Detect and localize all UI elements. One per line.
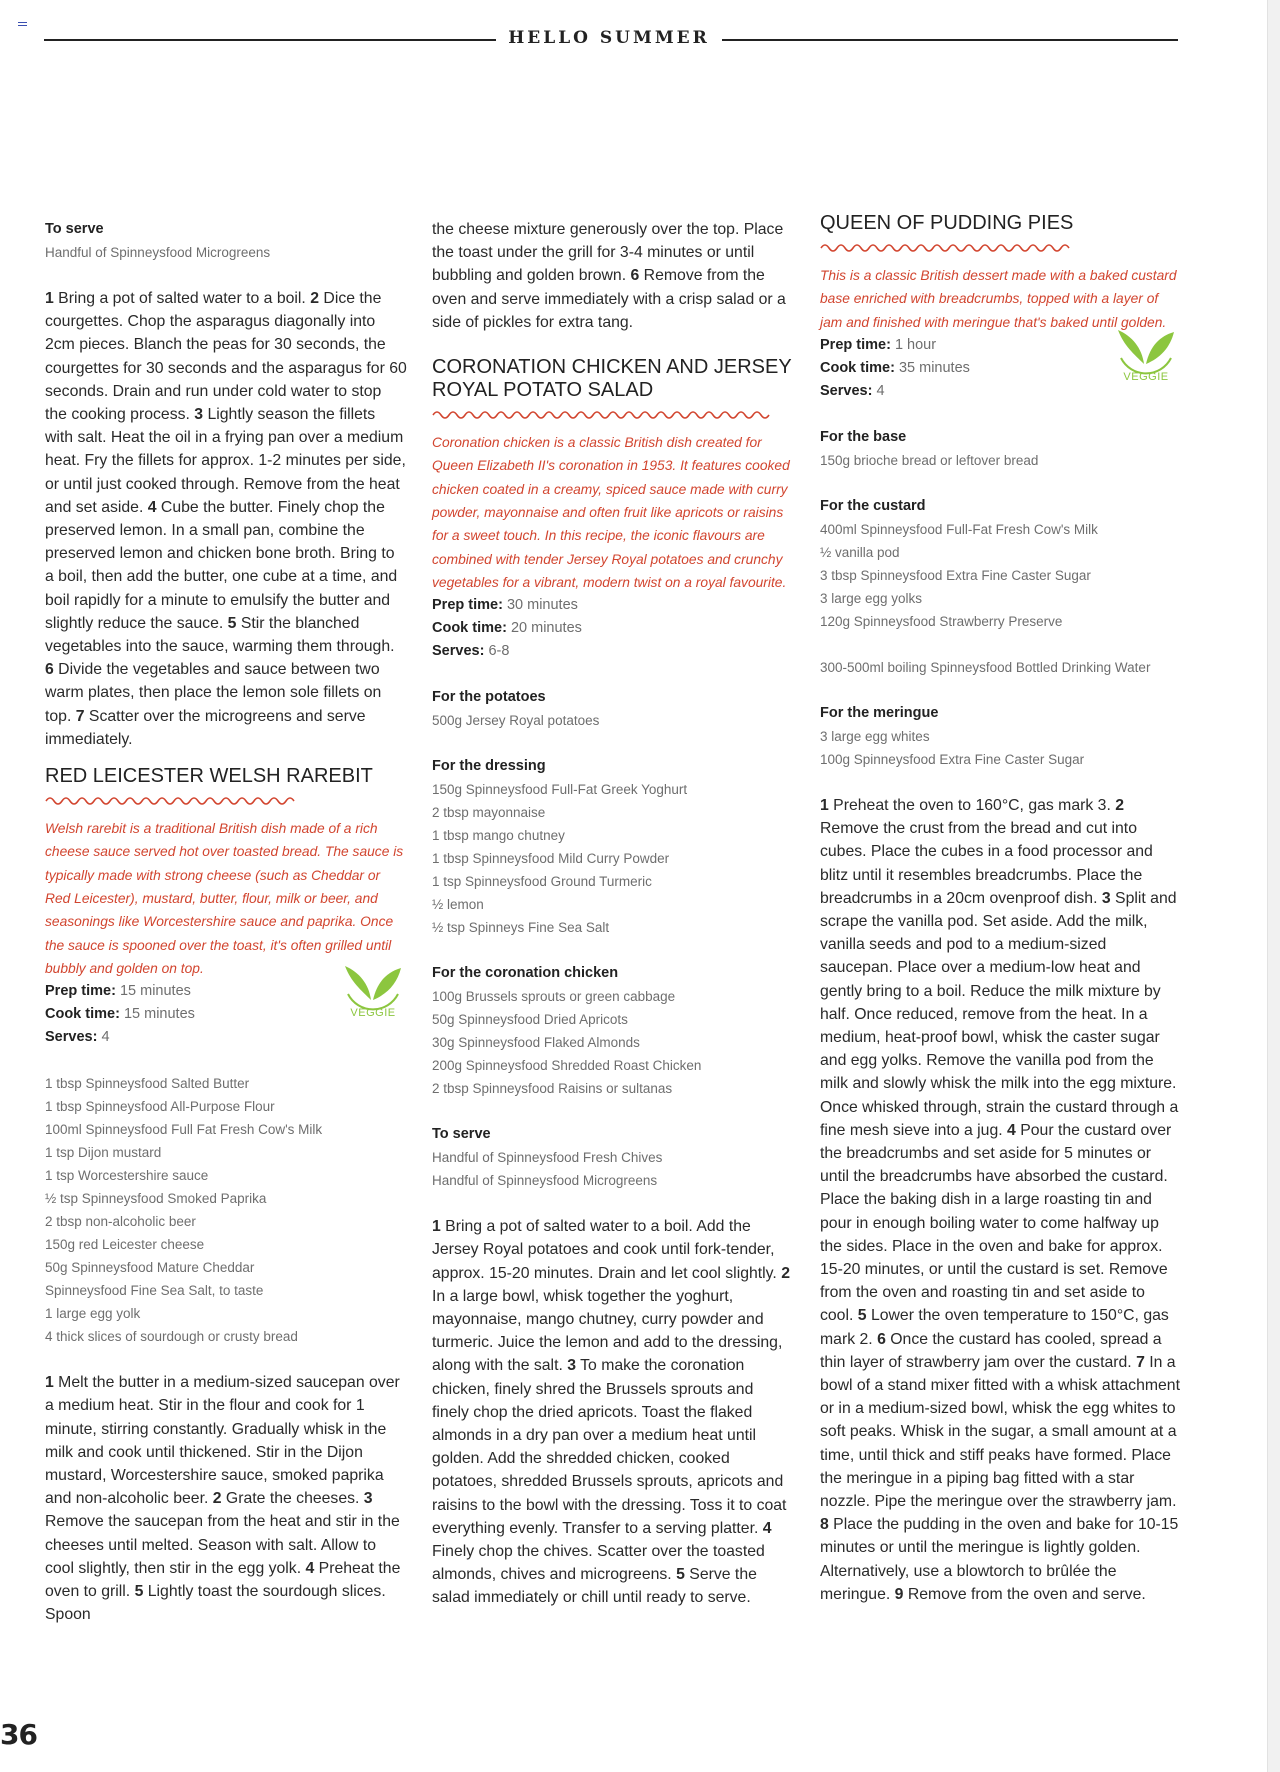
step-text: Remove from the oven and serve immediately with a crisp salad or a side of pickles for extra tang. [432, 267, 786, 331]
cook-time-value: 20 minutes [510, 620, 582, 637]
serves-label: Serves: [432, 643, 485, 660]
step-text: Cube the butter. Finely chop the preserved lemon. In a small pan, combine the preserved lemon and chicken bone broth. Bring to a boil, then add the butter, one cube at a time, and boil rapidly for a minute to emulsify the butter and slightly reduce the sauce. [45, 498, 398, 632]
step-text: Once the custard has cooled, spread a thin layer of strawberry jam over the custard. [820, 1330, 1162, 1371]
prep-time-label: Prep time: [45, 983, 116, 1000]
custard-label: For the custard [820, 497, 926, 514]
list-item: 1 tsp Spinneysfood Ground Turmeric [432, 874, 652, 890]
step-number: 5 [857, 1307, 867, 1325]
list-item: Handful of Spinneysfood Microgreens [45, 245, 271, 260]
recipe-meta [432, 594, 794, 663]
step-text: Finely chop the chives. Scatter over the toasted almonds, chives and microgreens. [432, 1542, 765, 1584]
step-number: 7 [75, 707, 85, 725]
potatoes-label: For the potatoes [432, 689, 546, 706]
veggie-badge-icon [1114, 324, 1178, 400]
step-text: Split and scrape the vanilla pod. Set aside. Add the milk, vanilla seeds and pod to a medium-sized saucepan. Place over a medium-low heat and gently bring to a boil. Reduce the milk mixture by half. Once reduced, remove from the heat. In a medium, heat-proof bowl, whisk the caster sugar and egg yolks. Remove the vanilla pod from the milk and slowly whisk the milk into the egg mixture. Once whisked through, strain the custard through a fine mesh sieve into a jug. [820, 889, 1179, 1139]
step-text: Dice the courgettes. Chop the asparagus diagonally into 2cm pieces. Blanch the peas for 30 seconds, the courgettes for 30 seconds and the asparagus for 60 seconds. Drain and run under cold water to stop the cooking process. [45, 290, 407, 424]
list-item: Spinneysfood Fine Sea Salt, to taste [45, 1283, 264, 1299]
recipe-intro: This is a classic British dessert made with a baked custard base enriched with breadcrumbs, topped with a layer of jam and finished with meringue that's baked until golden. [820, 268, 1177, 330]
header-rule-right [722, 39, 1178, 41]
method-text [45, 1371, 407, 1626]
list-item: 4 thick slices of sourdough or crusty bread [45, 1329, 298, 1345]
veggie-badge-text: VEGGIE [350, 1007, 396, 1020]
ingredient-list [45, 1072, 407, 1348]
step-text: To make the coronation chicken, finely shred the Brussels sprouts and finely chop the dried apricots. Toast the flaked almonds in a dry pan over a medium heat until golden. Add the shredded chicken, cooked potatoes, shredded Brussels sprouts, apricots and raisins to the bowl with the dressing. Toss it to coat everything evenly. Transfer to a serving platter. [432, 1357, 787, 1537]
corner-mark [18, 22, 27, 29]
step-number: 1 [45, 1374, 54, 1392]
list-item: 3 tbsp Spinneysfood Extra Fine Caster Sugar [820, 567, 1091, 583]
step-text: Pour the custard over the breadcrumbs and set aside for 5 minutes or until the breadcrumbs have absorbed the custard. Place the baking dish in a large roasting tin and pour in enough boiling water to come halfway up the sides. Place in the oven and bake for approx. 15-20 minutes, or until the custard is set. Remove from the oven and roasting tin and set aside to cool. [820, 1121, 1172, 1325]
list-item: ½ lemon [432, 897, 484, 913]
step-number: 2 [212, 1490, 222, 1508]
prep-time-value: 15 minutes [119, 983, 191, 1000]
serves-value: 6-8 [488, 643, 510, 660]
list-item: Handful of Spinneysfood Fresh Chives [432, 1150, 663, 1166]
cook-time-label: Cook time: [45, 1006, 120, 1023]
step-text: Scatter over the microgreens and serve immediately. [45, 707, 366, 748]
list-item: 2 tbsp mayonnaise [432, 805, 546, 821]
step-number: 4 [305, 1559, 315, 1577]
cook-time-label: Cook time: [820, 359, 895, 376]
ingredient-list [820, 449, 1182, 472]
list-item: Handful of Spinneysfood Microgreens [432, 1173, 658, 1189]
step-number: 4 [147, 498, 157, 516]
step-text: Melt the butter in a medium-sized saucepan over a medium heat. Stir in the flour and cook for 1 minute, stirring constantly. Gradually whisk in the milk and cook until thickened. Stir in the Dijon mustard, Worcestershire sauce, smoked paprika and non-alcoholic beer. [45, 1374, 400, 1508]
page-header-title: HELLO SUMMER [508, 28, 710, 48]
prep-time-label: Prep time: [432, 597, 503, 614]
list-item: 30g Spinneysfood Flaked Almonds [432, 1035, 640, 1051]
header-rule-left [44, 39, 496, 41]
serves-value: 4 [101, 1029, 110, 1046]
prep-time-label: Prep time: [820, 336, 891, 353]
cook-time-label: Cook time: [432, 620, 507, 637]
step-number: 7 [1136, 1353, 1145, 1371]
list-item: 3 large egg whites [820, 728, 930, 744]
page-gutter [1267, 0, 1280, 1772]
step-number: 1 [45, 290, 54, 307]
step-number: 5 [134, 1582, 144, 1600]
step-number: 2 [1115, 796, 1125, 814]
column-3 [820, 212, 1182, 1606]
list-item: 120g Spinneysfood Strawberry Preserve [820, 613, 1063, 629]
serves-value: 4 [876, 382, 885, 399]
ingredient-list [432, 778, 794, 939]
list-item: 1 tsp Dijon mustard [45, 1145, 162, 1161]
step-number: 5 [676, 1566, 685, 1584]
recipe-intro: Welsh rarebit is a traditional British dish made of a rich cheese sauce served hot over toasted bread. The sauce is typically made with strong cheese (such as Cheddar or Red Leicester), mustard, butter, flour, milk or beer, and seasonings like Worcestershire sauce and paprika. Once the sauce is spooned over the toast, it's often grilled until bubbly and golden on top. [45, 821, 404, 976]
step-number: 6 [877, 1330, 886, 1348]
step-number: 4 [1007, 1121, 1016, 1139]
step-text: Bring a pot of salted water to a boil. Add the Jersey Royal potatoes and cook until fork-tender, approx. 15-20 minutes. Drain and let cool slightly. [432, 1218, 782, 1282]
prep-time-value: 30 minutes [506, 597, 578, 614]
ingredient-list [432, 985, 794, 1100]
step-number: 3 [194, 406, 204, 424]
list-item: ½ vanilla pod [820, 544, 900, 560]
recipe-title-coronation: CORONATION CHICKEN AND JERSEY ROYAL POTATO SALAD [432, 356, 792, 402]
step-text: Lower the oven temperature to 150°C, gas mark 2. [820, 1307, 1169, 1348]
veggie-badge-text: VEGGIE [1123, 370, 1169, 383]
coronation-chicken-label: For the coronation chicken [432, 965, 619, 982]
list-item: 500g Jersey Royal potatoes [432, 713, 600, 729]
list-item: 1 tbsp Spinneysfood Mild Curry Powder [432, 851, 670, 867]
recipe-title-rarebit: RED LEICESTER WELSH RAREBIT [45, 765, 373, 788]
list-item: ½ tsp Spinneys Fine Sea Salt [432, 920, 610, 936]
base-label: For the base [820, 428, 907, 445]
list-item: 2 tbsp non-alcoholic beer [45, 1214, 196, 1230]
page-number: 36 [0, 1718, 37, 1751]
step-number: 5 [227, 614, 237, 632]
list-item: 1 tsp Worcestershire sauce [45, 1168, 209, 1184]
method-text [45, 287, 407, 751]
step-number: 2 [781, 1264, 790, 1282]
list-item: 1 tbsp mango chutney [432, 828, 565, 844]
method-text [432, 1215, 794, 1609]
veggie-badge-icon [341, 960, 405, 1036]
squiggle-divider [45, 795, 295, 807]
method-text [432, 218, 794, 334]
column-2 [432, 218, 794, 1610]
list-item: 100g Brussels sprouts or green cabbage [432, 989, 676, 1005]
list-item: 50g Spinneysfood Mature Cheddar [45, 1260, 255, 1276]
step-text: Lightly toast the sourdough slices. Spoon [45, 1582, 386, 1624]
squiggle-divider [432, 409, 770, 421]
step-number: 6 [630, 267, 640, 285]
recipe-meta [820, 334, 1182, 403]
step-text: Remove the saucepan from the heat and stir in the cheeses until melted. Season with salt. Allow to cool slightly, then stir in the egg yolk. [45, 1513, 400, 1577]
step-number: 3 [1101, 889, 1111, 907]
list-item: 150g red Leicester cheese [45, 1237, 205, 1253]
recipe-intro: Coronation chicken is a classic British dish created for Queen Elizabeth II's coronation in 1953. It features cooked chicken coated in a creamy, spiced sauce made with curry powder, mayonnaise and often fruit like apricots or raisins for a sweet touch. In this recipe, the iconic flavours are combined with tender Jersey Royal potatoes and crunchy vegetables for a vibrant, modern twist on a royal favourite. [432, 435, 790, 590]
step-text: In a bowl of a stand mixer fitted with a whisk attachment or in a medium-sized bowl, whisk the egg whites to soft peaks. Whisk in the sugar, a small amount at a time, until thick and stiff peaks have formed. Place the meringue in a piping bag fitted with a star nozzle. Pipe the meringue over the strawberry jam. [820, 1353, 1180, 1510]
water-ingredient: 300-500ml boiling Spinneysfood Bottled Drinking Water [820, 659, 1151, 675]
ingredient-list [820, 725, 1182, 771]
list-item: 3 large egg yolks [820, 590, 923, 606]
to-serve-label: To serve [45, 221, 104, 237]
step-number: 6 [45, 661, 54, 679]
step-text: Preheat the oven to grill. [45, 1559, 401, 1600]
step-number: 3 [363, 1490, 373, 1508]
step-text: Stir the blanched vegetables into the sauce, warming them through. [45, 614, 395, 656]
list-item: 200g Spinneysfood Shredded Roast Chicken [432, 1058, 702, 1074]
serves-label: Serves: [45, 1029, 98, 1046]
step-number: 3 [567, 1357, 577, 1375]
step-text: Grate the cheeses. [221, 1490, 364, 1508]
step-number: 9 [894, 1585, 904, 1603]
method-text [820, 794, 1182, 1606]
list-item: 150g brioche bread or leftover bread [820, 452, 1039, 468]
step-text: Divide the vegetables and sauce between two warm plates, then place the lemon sole fillets on top. [45, 661, 382, 725]
list-item: 2 tbsp Spinneysfood Raisins or sultanas [432, 1081, 673, 1097]
step-text: the cheese mixture generously over the top. Place the toast under the grill for 3-4 minutes or until bubbling and golden brown. [432, 221, 784, 285]
step-text: Place the pudding in the oven and bake for 10-15 minutes or until the meringue is lightly golden. Alternatively, use a blowtorch to brûlée the meringue. [820, 1516, 1179, 1603]
step-number: 1 [432, 1218, 441, 1236]
step-text: Preheat the oven to 160°C, gas mark 3. [828, 796, 1116, 814]
step-number: 8 [820, 1516, 829, 1534]
serves-label: Serves: [820, 382, 873, 399]
meringue-label: For the meringue [820, 704, 939, 721]
list-item: 1 large egg yolk [45, 1306, 141, 1322]
step-text: Serve the salad immediately or chill until ready to serve. [432, 1566, 757, 1607]
ingredient-list [820, 518, 1182, 633]
dressing-label: For the dressing [432, 758, 546, 775]
column-1 [45, 218, 407, 1626]
list-item: 50g Spinneysfood Dried Apricots [432, 1012, 628, 1028]
step-number: 1 [820, 796, 829, 814]
list-item: 1 tbsp Spinneysfood Salted Butter [45, 1076, 250, 1092]
list-item: ½ tsp Spinneysfood Smoked Paprika [45, 1191, 267, 1207]
cook-time-value: 35 minutes [898, 359, 970, 376]
step-text: Lightly season the fillets with salt. Heat the oil in a frying pan over a medium heat. Fry the fillets for approx. 1-2 minutes per side, or until just cooked through. Remove from the heat and set aside. [45, 406, 406, 516]
squiggle-divider [820, 242, 1074, 254]
list-item: 150g Spinneysfood Full-Fat Greek Yoghurt [432, 782, 688, 798]
recipe-title-queen-of-pudding: QUEEN OF PUDDING PIES [820, 212, 1074, 234]
list-item: 100g Spinneysfood Extra Fine Caster Sugar [820, 751, 1085, 767]
list-item: 400ml Spinneysfood Full-Fat Fresh Cow's Milk [820, 521, 1098, 537]
step-text: In a large bowl, whisk together the yoghurt, mayonnaise, mango chutney, curry powder and turmeric. Juice the lemon and add to the dressing, along with the salt. [432, 1287, 783, 1375]
step-text: Remove the crust from the bread and cut into cubes. Place the cubes in a food processor and blitz until it resembles breadcrumbs. Place the breadcrumbs in a 20cm ovenproof dish. [820, 820, 1153, 907]
recipe-meta [45, 980, 407, 1049]
list-item: 100ml Spinneysfood Full Fat Fresh Cow's Milk [45, 1122, 323, 1138]
step-number: 2 [310, 290, 320, 307]
list-item: 1 tbsp Spinneysfood All-Purpose Flour [45, 1099, 275, 1115]
to-serve-label: To serve [432, 1126, 491, 1143]
prep-time-value: 1 hour [894, 336, 937, 353]
step-text: Remove from the oven and serve. [903, 1585, 1146, 1603]
cook-time-value: 15 minutes [123, 1006, 195, 1023]
ingredient-list [432, 1146, 794, 1192]
ingredient-list [45, 241, 407, 264]
ingredient-list [432, 709, 794, 732]
step-text: Bring a pot of salted water to a boil. [53, 290, 311, 307]
step-number: 4 [762, 1519, 772, 1537]
